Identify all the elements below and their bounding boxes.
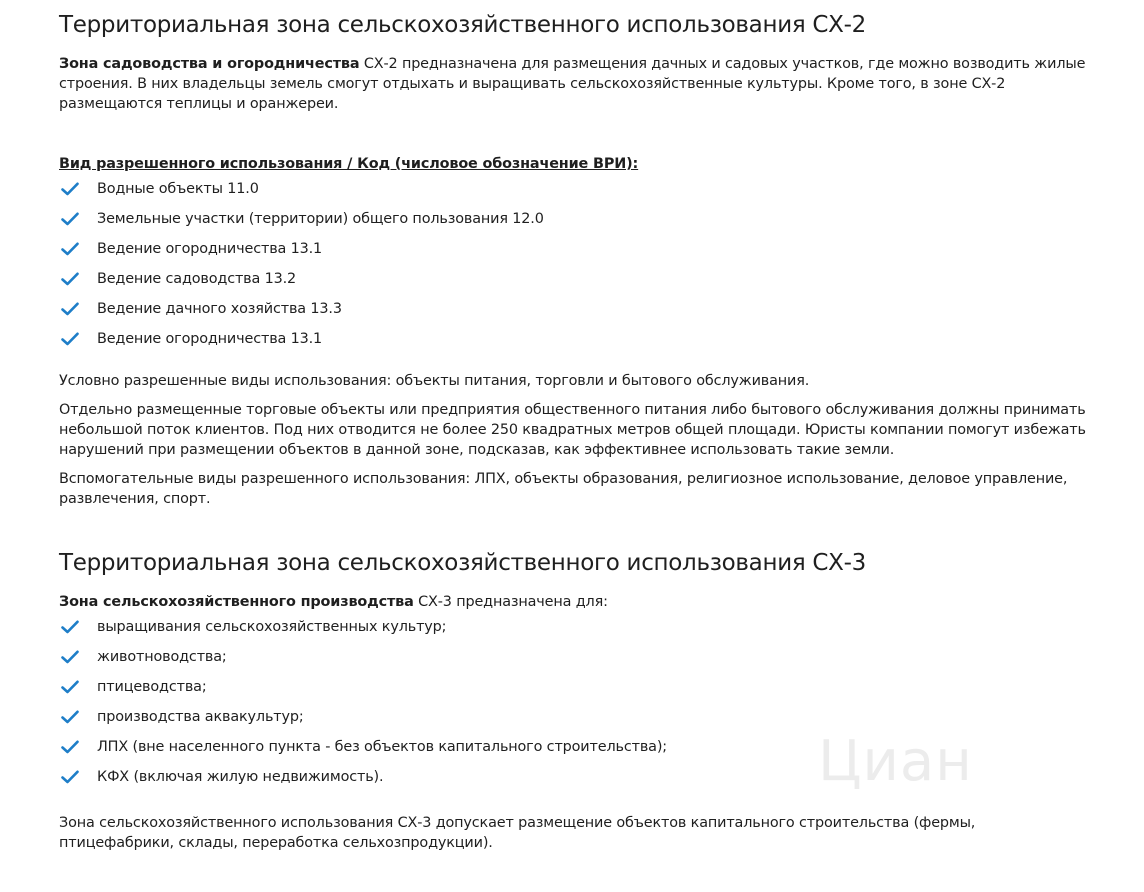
- list-item: [59, 642, 1089, 672]
- intro-bold-sx2: Зона садоводства и огородничества: [59, 56, 360, 72]
- check-icon: [61, 650, 79, 664]
- list-item-label: животноводства;: [97, 649, 227, 665]
- check-icon: [61, 332, 79, 346]
- check-icon: [61, 680, 79, 694]
- vri-list: [59, 174, 1089, 354]
- check-icon: [61, 272, 79, 286]
- sx3-purpose-list: [59, 612, 1089, 792]
- section-intro-sx2: [59, 54, 1089, 114]
- intro-text-sx3: СХ-3 предназначена для:: [413, 594, 608, 610]
- list-item-label: Ведение дачного хозяйства 13.3: [97, 301, 342, 317]
- list-item-label: КФХ (включая жилую недвижимость).: [97, 769, 384, 785]
- check-icon: [61, 182, 79, 196]
- vri-heading: Вид разрешенного использования / Код (числовое обозначение ВРИ):: [59, 156, 639, 172]
- auxiliary-uses-paragraph: Вспомогательные виды разрешенного использования: ЛПХ, объекты образования, религиозное использование, деловое управление, развлечения, спорт.: [59, 471, 1068, 507]
- list-item: [59, 204, 1089, 234]
- list-item-label: Ведение садоводства 13.2: [97, 271, 297, 287]
- list-item: [59, 702, 1089, 732]
- list-item-label: птицеводства;: [97, 679, 207, 695]
- intro-bold-sx3: Зона сельскохозяйственного производства: [59, 594, 414, 610]
- section-title-sx2: Территориальная зона сельскохозяйственного использования СХ-2: [59, 12, 866, 38]
- check-icon: [61, 740, 79, 754]
- list-item: [59, 612, 1089, 642]
- list-item-label: Земельные участки (территории) общего пользования 12.0: [97, 211, 544, 227]
- intro-text-sx2: СХ-2 предназначена для размещения дачных и садовых участков, где можно возводить жилые строения. В них владельцы земель смогут отдыхать и выращивать сельскохозяйственные культуры. Кроме того, в зоне СХ-2 размещаются теплицы и оранжереи.: [59, 56, 1086, 112]
- list-item-label: выращивания сельскохозяйственных культур;: [97, 619, 447, 635]
- conditional-uses-paragraph: Условно разрешенные виды использования: объекты питания, торговли и бытового обслуживания.: [59, 373, 810, 389]
- list-item: [59, 234, 1089, 264]
- list-item: [59, 264, 1089, 294]
- check-icon: [61, 302, 79, 316]
- list-item-label: ЛПХ (вне населенного пункта - без объектов капитального строительства);: [97, 739, 667, 755]
- check-icon: [61, 212, 79, 226]
- list-item: [59, 174, 1089, 204]
- check-icon: [61, 770, 79, 784]
- article-content: [59, 0, 1089, 853]
- capital-construction-paragraph: Зона сельскохозяйственного использования СХ-3 допускает размещение объектов капитального строительства (фермы, птицефабрики, склады, переработка сельхозпродукции).: [59, 815, 976, 851]
- list-item: [59, 672, 1089, 702]
- list-item-label: Ведение огородничества 13.1: [97, 241, 323, 257]
- section-intro-sx3: [59, 592, 1089, 612]
- section-title-sx3: Территориальная зона сельскохозяйственного использования СХ-3: [59, 550, 866, 576]
- list-item: [59, 732, 1089, 762]
- list-item-label: производства аквакультур;: [97, 709, 304, 725]
- list-item-label: Ведение огородничества 13.1: [97, 331, 323, 347]
- list-item: [59, 324, 1089, 354]
- watermark-text: Циан: [818, 729, 973, 794]
- separate-objects-paragraph: Отдельно размещенные торговые объекты или предприятия общественного питания либо бытового обслуживания должны принимать небольшой поток клиентов. Под них отводится не более 250 квадратных метров общей площади. Юристы компании помогут избежать нарушений при размещении объектов в данной зоне, подсказав, как эффективнее использовать такие земли.: [59, 402, 1086, 458]
- list-item: [59, 762, 1089, 792]
- check-icon: [61, 620, 79, 634]
- list-item-label: Водные объекты 11.0: [97, 181, 259, 197]
- check-icon: [61, 710, 79, 724]
- check-icon: [61, 242, 79, 256]
- list-item: [59, 294, 1089, 324]
